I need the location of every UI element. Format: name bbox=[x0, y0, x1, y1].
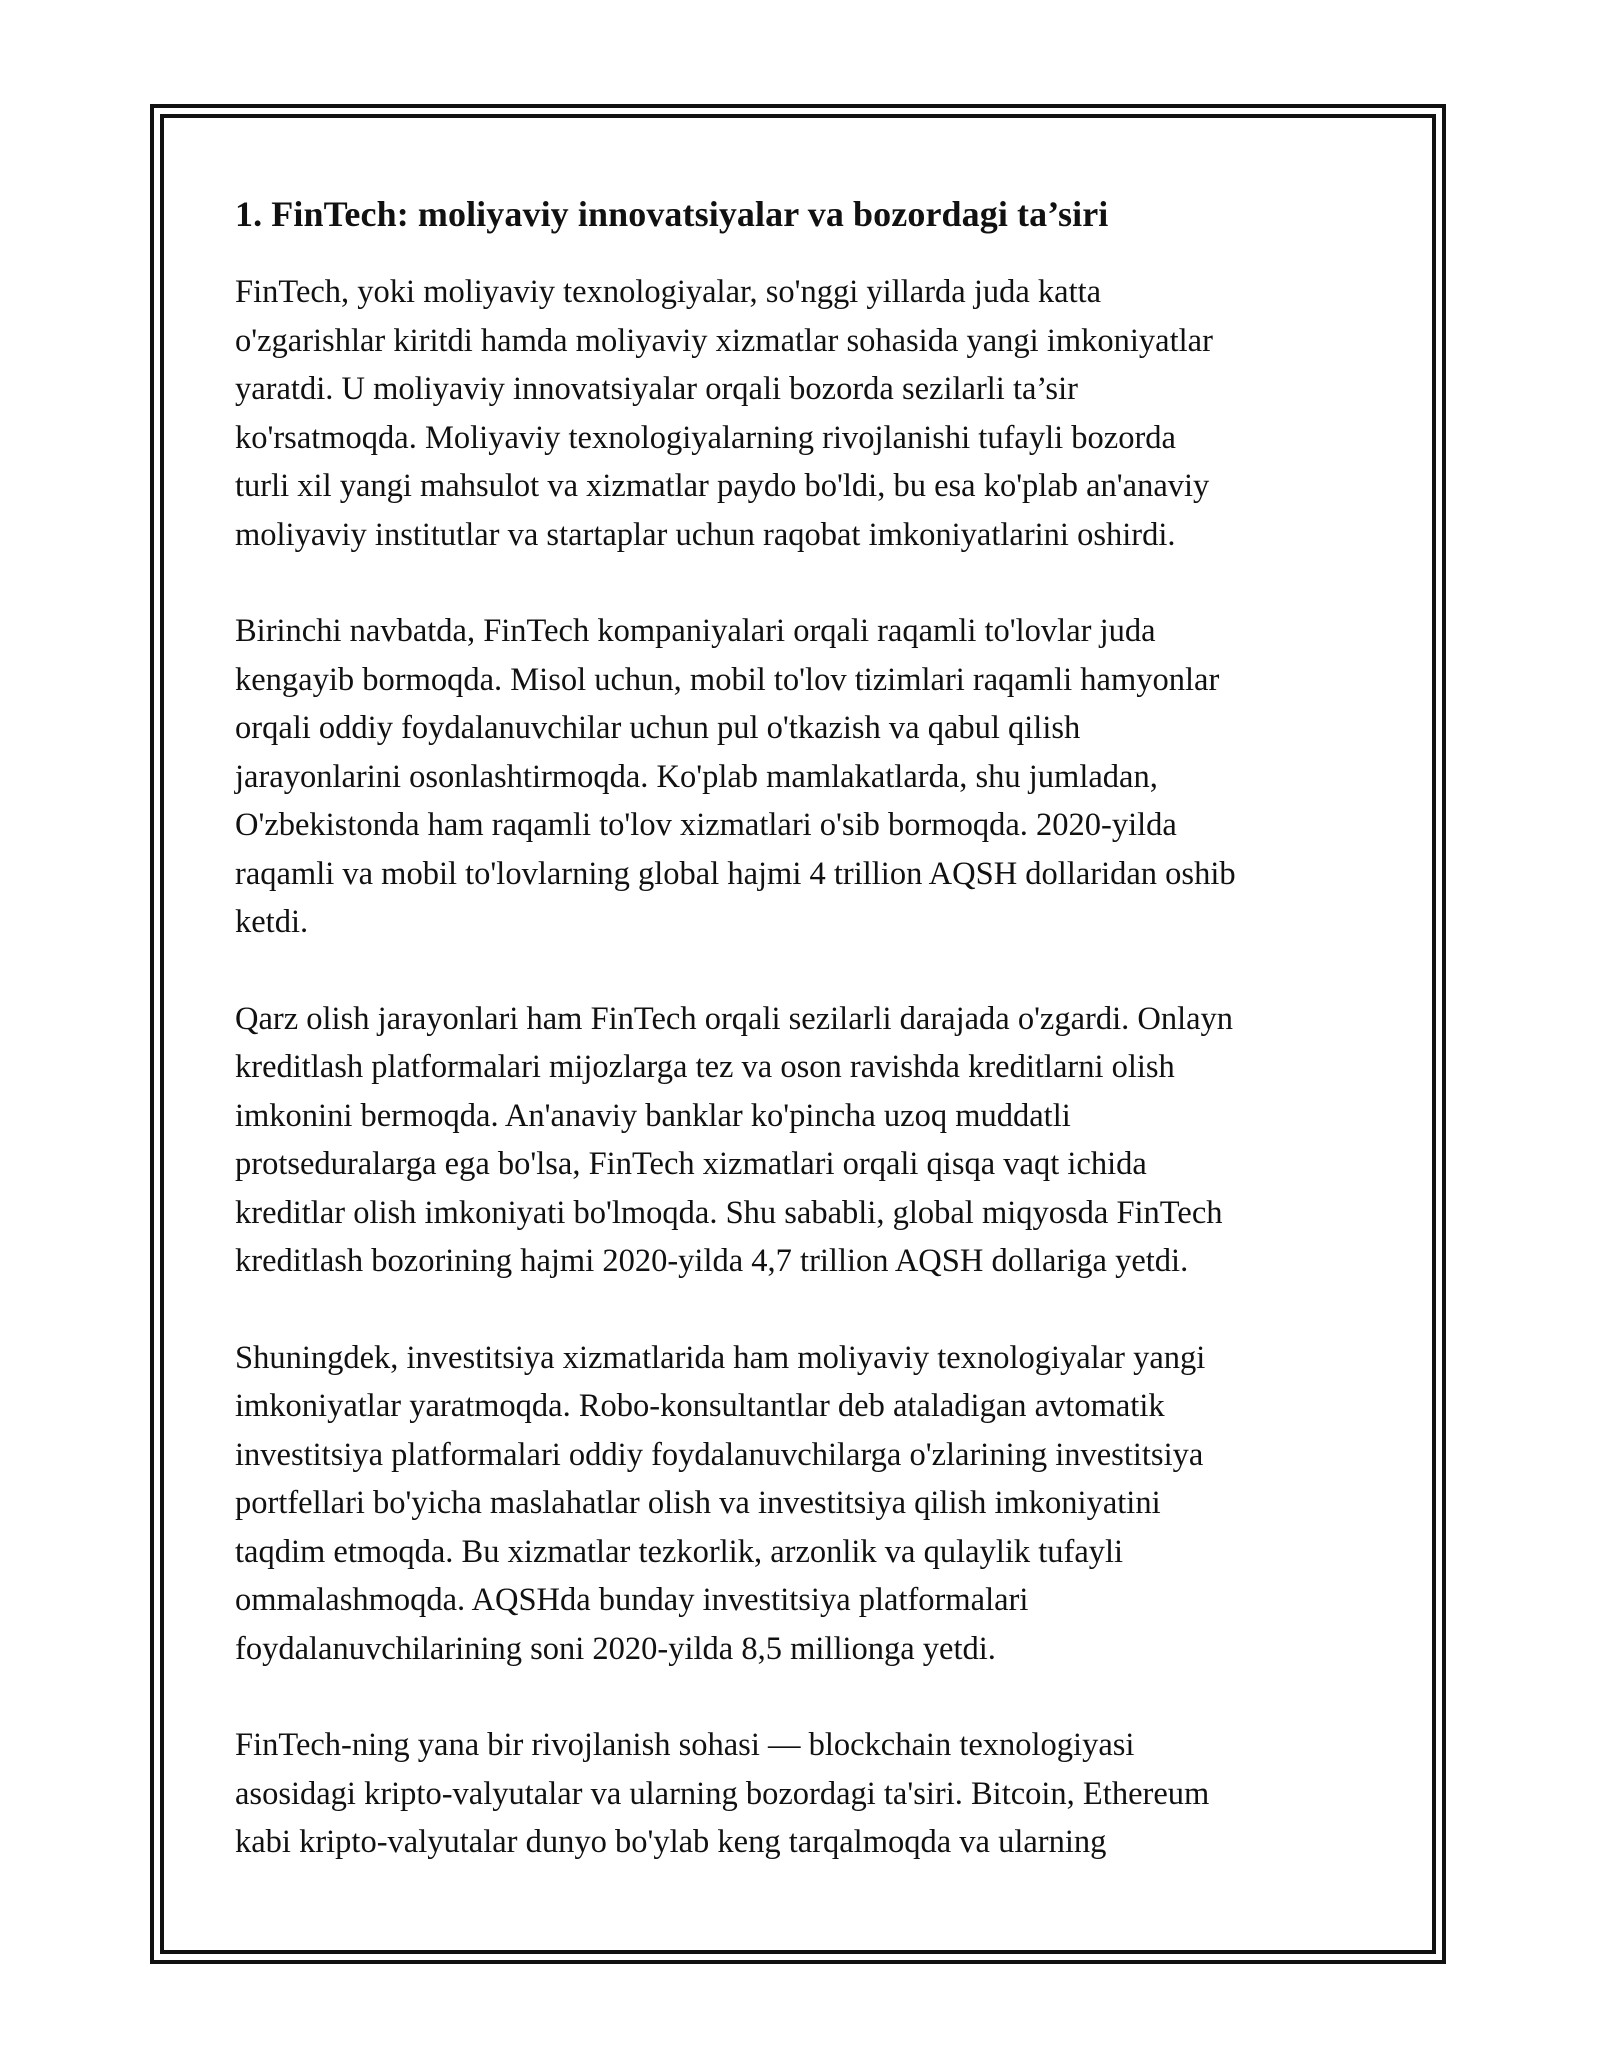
paragraph-intro: FinTech, yoki moliyaviy texnologiyalar, so'nggi yillarda juda katta o'zgarishlar kiritdi hamda moliyaviy xizmatlar sohasida yangi imkoniyatlar yaratdi. U moliyaviy innovatsiyalar orqali bozorda sezilarli ta’sir ko'rsatmoqda. Moliyaviy texnologiyalarning rivojlanishi tufayli bozorda turli xil yangi mahsulot va xizmatlar paydo bo'ldi, bu esa ko'plab an'anaviy moliyaviy institutlar va startaplar uchun raqobat imkoniyatlarini oshirdi. bbox=[235, 274, 1213, 553]
paragraph-investment-services: Shuningdek, investitsiya xizmatlarida ham moliyaviy texnologiyalar yangi imkoniyatlar yaratmoqda. Robo-konsultantlar deb ataladigan avtomatik investitsiya platformalari oddiy foydalanuvchilarga o'zlarining investitsiya portfellari bo'yicha maslahatlar olish va investitsiya qilish imkoniyatini taqdim etmoqda. Bu xizmatlar tezkorlik, arzonlik va qulaylik tufayli ommalashmoqda. AQSHda bunday investitsiya platformalari foydalanuvchilarining soni 2020-yilda 8,5 millionga yetdi. bbox=[235, 1339, 1206, 1667]
paragraph-blockchain: FinTech-ning yana bir rivojlanish sohasi — blockchain texnologiyasi asosidagi kripto-valyutalar va ularning bozordagi ta'siri. Bitcoin, Ethereum kabi kripto-valyutalar dunyo bo'ylab keng tarqalmoqda va ularning bbox=[235, 1727, 1210, 1860]
paragraph-online-lending: Qarz olish jarayonlari ham FinTech orqali sezilarli darajada o'zgardi. Onlayn kreditlash platformalari mijozlarga tez va oson ravishda kreditlarni olish imkonini bermoqda. An'anaviy banklar ko'pincha uzoq muddatli protseduralarga ega bo'lsa, FinTech xizmatlari orqali qisqa vaqt ichida kreditlar olish imkoniyati bo'lmoqda. Shu sababli, global miqyosda FinTech kreditlash bozorining hajmi 2020-yilda 4,7 trillion AQSH dollariga yetdi. bbox=[235, 1000, 1234, 1279]
document-body bbox=[235, 186, 1385, 1915]
paragraph-digital-payments: Birinchi navbatda, FinTech kompaniyalari orqali raqamli to'lovlar juda kengayib bormoqda. Misol uchun, mobil to'lov tizimlari raqamli hamyonlar orqali oddiy foydalanuvchilar uchun pul o'tkazish va qabul qilish jarayonlarini osonlashtirmoqda. Ko'plab mamlakatlarda, shu jumladan, O'zbekistonda ham raqamli to'lov xizmatlari o'sib bormoqda. 2020-yilda raqamli va mobil to'lovlarning global hajmi 4 trillion AQSH dollaridan oshib ketdi. bbox=[235, 613, 1236, 940]
section-heading: 1. FinTech: moliyaviy innovatsiyalar va bozordagi ta’siri bbox=[235, 194, 1109, 234]
